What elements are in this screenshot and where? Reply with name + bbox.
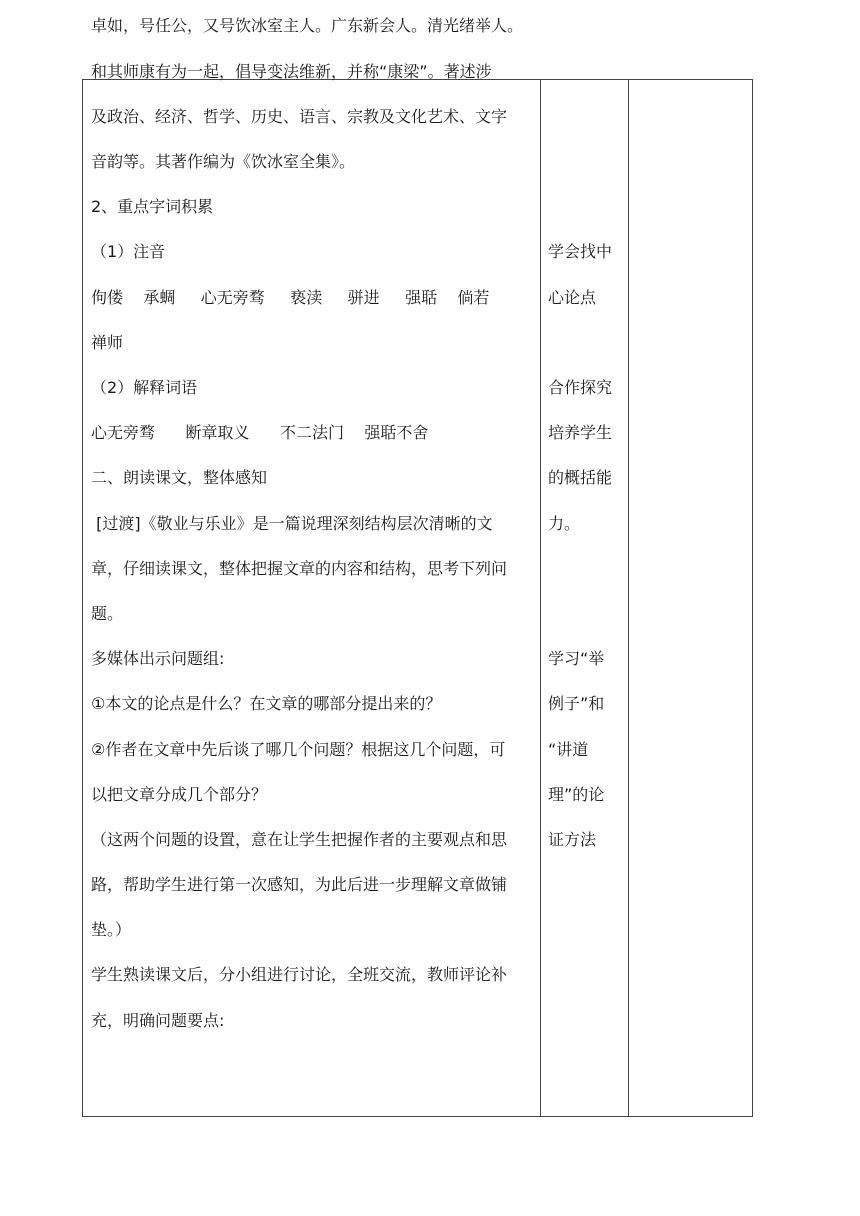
remarks-column — [629, 80, 752, 1116]
note-line: 合作探究 — [548, 378, 613, 397]
content-line: 充，明确问题要点: — [91, 1011, 225, 1030]
content-line: 禅师 — [91, 333, 124, 352]
content-line: 路，帮助学生进行第一次感知，为此后进一步理解文章做铺 — [91, 875, 508, 894]
note-line: 学习“举 — [548, 649, 605, 668]
content-line: 学生熟读课文后，分小组进行讨论，全班交流，教师评论补 — [91, 965, 508, 984]
note-line: 例子”和 — [548, 694, 605, 713]
content-line: （2）解释词语 — [91, 378, 198, 397]
content-line: 心无旁骛 断章取义 不二法门 强聒不舍 — [91, 423, 429, 442]
note-line: 的概括能 — [548, 468, 613, 487]
content-line: [过渡]《敬业与乐业》是一篇说理深刻结构层次清晰的文 — [91, 514, 493, 533]
note-line: 培养学生 — [548, 423, 613, 442]
content-line: 二、朗读课文，整体感知 — [91, 468, 268, 487]
note-line: 力。 — [548, 514, 581, 533]
content-line: 章，仔细读课文，整体把握文章的内容和结构，思考下列问 — [91, 559, 508, 578]
content-line: 佝偻 承蜩 心无旁骛 亵渎 骈进 强聒 倘若 — [91, 288, 490, 307]
content-line: 卓如，号任公，又号饮冰室主人。广东新会人。清光绪举人。 — [91, 16, 524, 35]
content-line: 和其师康有为一起，倡导变法维新，并称“康梁”。著述涉 — [91, 62, 492, 81]
design-intent-column — [541, 80, 629, 1116]
content-line: （这两个问题的设置，意在让学生把握作者的主要观点和思 — [91, 830, 508, 849]
content-line: 音韵等。其著作编为《饮冰室全集》。 — [91, 152, 356, 171]
content-line: 及政治、经济、哲学、历史、语言、宗教及文化艺术、文字 — [91, 107, 508, 126]
note-line: 学会找中 — [548, 242, 613, 261]
content-line: 题。 — [91, 604, 124, 623]
note-line: 心论点 — [548, 288, 597, 307]
note-line: 证方法 — [548, 830, 597, 849]
content-line: 以把文章分成几个部分？ — [91, 785, 268, 804]
content-line: 垫。） — [91, 920, 132, 939]
note-line: “讲道 — [548, 740, 589, 759]
note-line: 理”的论 — [548, 785, 605, 804]
lesson-plan-table — [82, 16, 753, 1117]
content-line: 多媒体出示问题组: — [91, 649, 225, 668]
content-line: （1）注音 — [91, 242, 166, 261]
teaching-content-column — [83, 16, 541, 1116]
content-line: ①本文的论点是什么？在文章的哪部分提出来的？ — [91, 694, 442, 713]
content-line: 2、重点字词积累 — [91, 197, 214, 216]
content-line: ②作者在文章中先后谈了哪几个问题？根据这几个问题，可 — [91, 740, 506, 759]
